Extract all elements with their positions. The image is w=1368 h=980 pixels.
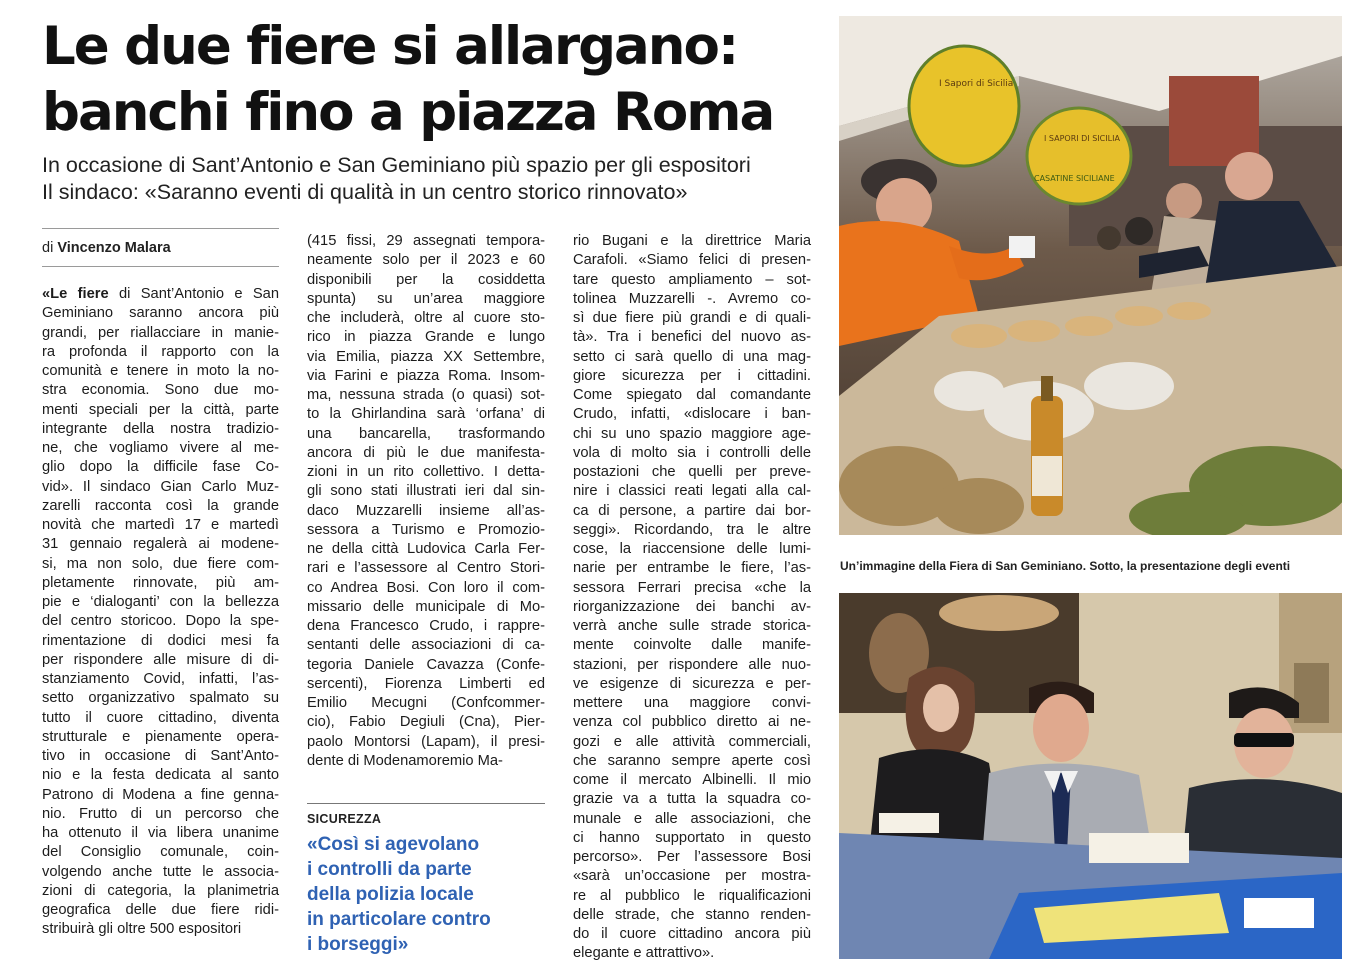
- text-line: Crudo, infatti, «dislocare i ban-: [573, 406, 811, 423]
- text-line: Geminiano saranno ancora più: [42, 305, 279, 322]
- text-line: vola di molto sia i controlli delle: [573, 444, 811, 461]
- text-line: ma, nessuna strada (o quasi) sot-: [307, 387, 545, 403]
- text-line: rico in piazza Grande e lungo: [307, 329, 545, 346]
- text-line: «Così si agevolano: [307, 834, 480, 855]
- text-line: to la Ghirlandina sarà ‘orfana’ di: [307, 406, 545, 423]
- text-line: gli sono stati illustrati ieri dal sin-: [307, 483, 545, 500]
- text-line: dena Francesco Crudo, i rappre-: [307, 618, 545, 634]
- text-line: rari e l’assessore al Centro Stori-: [307, 560, 545, 577]
- text-line: missario delle municipale di Mo-: [307, 598, 545, 615]
- text-line: tà». Tra i benefici del nuovo as-: [573, 329, 811, 346]
- text-line: sì due fiere più grandi e di quali-: [573, 310, 811, 326]
- text-line: cio), Fabio Degiuli (Cna), Pier-: [307, 714, 545, 731]
- text-line: narie per entrambe le fiere, l’as-: [573, 560, 811, 577]
- text-line: ne, che vogliamo vivere al me-: [42, 440, 279, 456]
- text-line: daco Muzzarelli insieme all’as-: [307, 502, 545, 519]
- text-line: munale e alle associazioni, che: [573, 810, 811, 827]
- section-label: SICUREZZA: [307, 812, 382, 826]
- text-line: Carafoli. «Siamo felici di presen-: [573, 252, 811, 269]
- pull-quote: [307, 832, 547, 957]
- text-line: una bancarella, trasformando: [307, 425, 545, 442]
- text-line: che saranno sempre aperte così: [573, 752, 811, 769]
- lead-bold: «Le fiere: [42, 286, 109, 302]
- text-line: giore sicurezza per i cittadini.: [573, 367, 811, 384]
- text-line: paolo Montorsi (Lapam), il presi-: [307, 733, 545, 750]
- text-line: cose, la riaccensione delle lumi-: [573, 541, 811, 557]
- text-line: tivo in occasione di Sant’Anto-: [42, 748, 279, 764]
- headline-line-2: banchi fino a piazza Roma: [42, 82, 774, 143]
- article-column-2: [307, 232, 545, 771]
- text-line: ha ottenuto il via libera unanime: [42, 825, 279, 841]
- text-line: do il cuore cittadino ancora più: [573, 926, 811, 942]
- text-line: novità che martedì 17 e martedì: [42, 517, 279, 533]
- text-line: mente coinvolte dalle manife-: [573, 637, 811, 654]
- text-line: percorso». Per l’assessore Bosi: [573, 849, 811, 865]
- text-line: ca di persone, a partire dai bor-: [573, 502, 811, 519]
- text-line: via Emilia, piazza XX Settembre,: [307, 348, 545, 365]
- sign-text-2: CASATINE SICILIANE: [1034, 174, 1115, 183]
- text-line: mettere una maggiore convi-: [573, 695, 811, 711]
- text-line: stazioni, per rispondere alle nuo-: [573, 656, 811, 673]
- sign-text-1: I Sapori di Sicilia: [939, 79, 1014, 89]
- text-line: nire i classici reati legati alla cal-: [573, 483, 811, 500]
- text-line: Come spiegato dal comandante: [573, 387, 811, 403]
- text-line: ra profonda il rapporto con la: [42, 343, 279, 360]
- text-line: nio. Frutto di un percorso che: [42, 805, 279, 822]
- text-line: sercenti), Fiorenza Limberti ed: [307, 675, 545, 692]
- text-line: neamente solo per il 2023 e 60: [307, 252, 545, 269]
- text-line: venza col pubblico diretto ai ne-: [573, 714, 811, 731]
- text-line: del Consiglio comunale, coin-: [42, 844, 279, 861]
- text-line: seggi». Ricordando, tra le altre: [573, 521, 811, 538]
- text-line: che includerà, oltre al cuore sto-: [307, 310, 545, 326]
- text-line: volgendo anche tutte le associa-: [42, 863, 279, 880]
- article-column-3: [573, 232, 811, 964]
- text-line: tare questo ampliamento – sot-: [573, 271, 811, 288]
- text-line: pletamente rinnovate, più am-: [42, 574, 279, 591]
- text-line: ancora di più le due manifesta-: [307, 444, 545, 461]
- text-line: chi su uno spazio maggiore age-: [573, 425, 811, 442]
- text-line: via Farini e piazza Roma. Insom-: [307, 367, 545, 384]
- text-line: glio dopo la difficile fase Co-: [42, 459, 279, 476]
- text-line: dente di Modenamoremio Ma-: [307, 752, 503, 769]
- subtitle-line-2: Il sindaco: «Saranno eventi di qualità in un centro storico rinnovato»: [42, 180, 688, 204]
- text-line: co Andrea Bosi. Con loro il com-: [307, 579, 545, 596]
- sign-text-3: I SAPORI DI SICILIA: [1044, 134, 1120, 143]
- sidebar-rule: [307, 803, 545, 804]
- text-line: grandi, per riallacciare in manie-: [42, 324, 279, 341]
- text-line: ne della città Ludovica Carla Fer-: [307, 541, 545, 557]
- lead-rest: di Sant’Antonio e San: [108, 286, 279, 302]
- text-line: stra economia. Sono due mo-: [42, 382, 279, 399]
- text-line: menti speciali per la città, parte: [42, 401, 279, 418]
- text-line: rio Bugani e la direttrice Maria: [573, 233, 811, 249]
- text-line: stanziamento Covid, infatti, l’as-: [42, 671, 279, 687]
- subtitle: [42, 152, 832, 206]
- text-line: [42, 285, 279, 304]
- text-line: tutto il cuore cittadino, diventa: [42, 709, 279, 726]
- text-line: come il mercato Albinelli. Il mio: [573, 772, 811, 788]
- text-line: Patrono di Modena a fine genna-: [42, 786, 279, 803]
- text-line: stribuirà gli oltre 500 espositori: [42, 921, 242, 938]
- fair-stall-photo: [839, 16, 1342, 535]
- text-line: setto organizzativo spalmato su: [42, 690, 279, 707]
- text-line: setto ci sarà quello di una mag-: [573, 348, 811, 365]
- text-line: Emilio Mecugni (Confcommer-: [307, 695, 545, 711]
- text-line: si, ma non solo, due fiere com-: [42, 555, 279, 572]
- headline: [42, 14, 822, 146]
- text-line: spunta) su un’area maggiore: [307, 290, 545, 307]
- text-line: disponibili per la cosiddetta: [307, 271, 545, 288]
- text-line: del centro storicoo. Dopo la spe-: [42, 613, 279, 630]
- text-line: verrà anche sulle strade storica-: [573, 618, 811, 634]
- text-line: i controlli da parte: [307, 859, 472, 880]
- text-line: ci hanno supportato in questo: [573, 829, 811, 846]
- headline-line-1: Le due fiere si allargano:: [42, 16, 738, 77]
- text-line: in particolare contro: [307, 909, 491, 930]
- text-line: gozi e alle attività commerciali,: [573, 733, 811, 750]
- text-line: (415 fissi, 29 assegnati tempora-: [307, 233, 545, 249]
- photo-caption: Un’immagine della Fiera di San Geminiano. Sotto, la presentazione degli eventi: [840, 559, 1291, 573]
- text-line: zioni in un rito collettivo. I detta-: [307, 464, 545, 480]
- text-line: riorganizzazione dei banchi av-: [573, 598, 811, 615]
- text-line: per rispondere alle misure di di-: [42, 651, 279, 668]
- text-line: delle strade, che stanno renden-: [573, 906, 811, 923]
- text-line: tolinea Muzzarelli -. Avremo co-: [573, 290, 811, 307]
- byline-rule-top: [42, 228, 279, 229]
- text-line: comunità e tenere in moto la no-: [42, 363, 279, 379]
- text-line: zarelli racconta così la grande: [42, 497, 279, 514]
- text-line: elegante e attrattivo».: [573, 945, 715, 962]
- byline-rule-bottom: [42, 266, 279, 267]
- text-line: vid». Il sindaco Gian Carlo Muz-: [42, 478, 279, 495]
- text-line: pie e ‘dialoganti’ con la bellezza: [42, 594, 279, 610]
- text-line: ve esigenze di sicurezza e per-: [573, 675, 811, 692]
- text-line: strutturale e pienamente opera-: [42, 728, 279, 745]
- text-line: zioni di categoria, la planimetria: [42, 882, 279, 899]
- text-line: rimentazione di dodici mesi fa: [42, 632, 279, 649]
- article-column-1: [42, 285, 279, 940]
- byline: [42, 240, 171, 256]
- text-line: integrante della nostra tradizio-: [42, 420, 279, 437]
- subtitle-line-1: In occasione di Sant’Antonio e San Geminiano più spazio per gli espositori: [42, 153, 751, 177]
- text-line: grazie va a tutta la squadra co-: [573, 791, 811, 808]
- text-line: «sarà un’occasione per mostra-: [573, 868, 811, 885]
- byline-author: Vincenzo Malara: [57, 240, 171, 256]
- text-line: nio e la festa dedicata al santo: [42, 767, 279, 784]
- text-line: re al pubblico le riqualificazioni: [573, 887, 811, 904]
- text-line: geografica delle due fiere ridi-: [42, 902, 279, 918]
- presentation-photo: [839, 593, 1342, 959]
- byline-prefix: di: [42, 240, 54, 256]
- text-line: della polizia locale: [307, 884, 474, 905]
- text-line: postazioni che quelli per preve-: [573, 464, 811, 480]
- text-line: sessora Ferrari precisa «che la: [573, 579, 811, 596]
- text-line: sentanti delle associazioni di ca-: [307, 637, 545, 654]
- text-line: sessora a Turismo e Promozio-: [307, 521, 545, 538]
- text-line: 31 gennaio regalerà ai modene-: [42, 536, 279, 553]
- text-line: i borseggi»: [307, 934, 409, 955]
- text-line: tegoria Daniele Cavazza (Confe-: [307, 656, 545, 673]
